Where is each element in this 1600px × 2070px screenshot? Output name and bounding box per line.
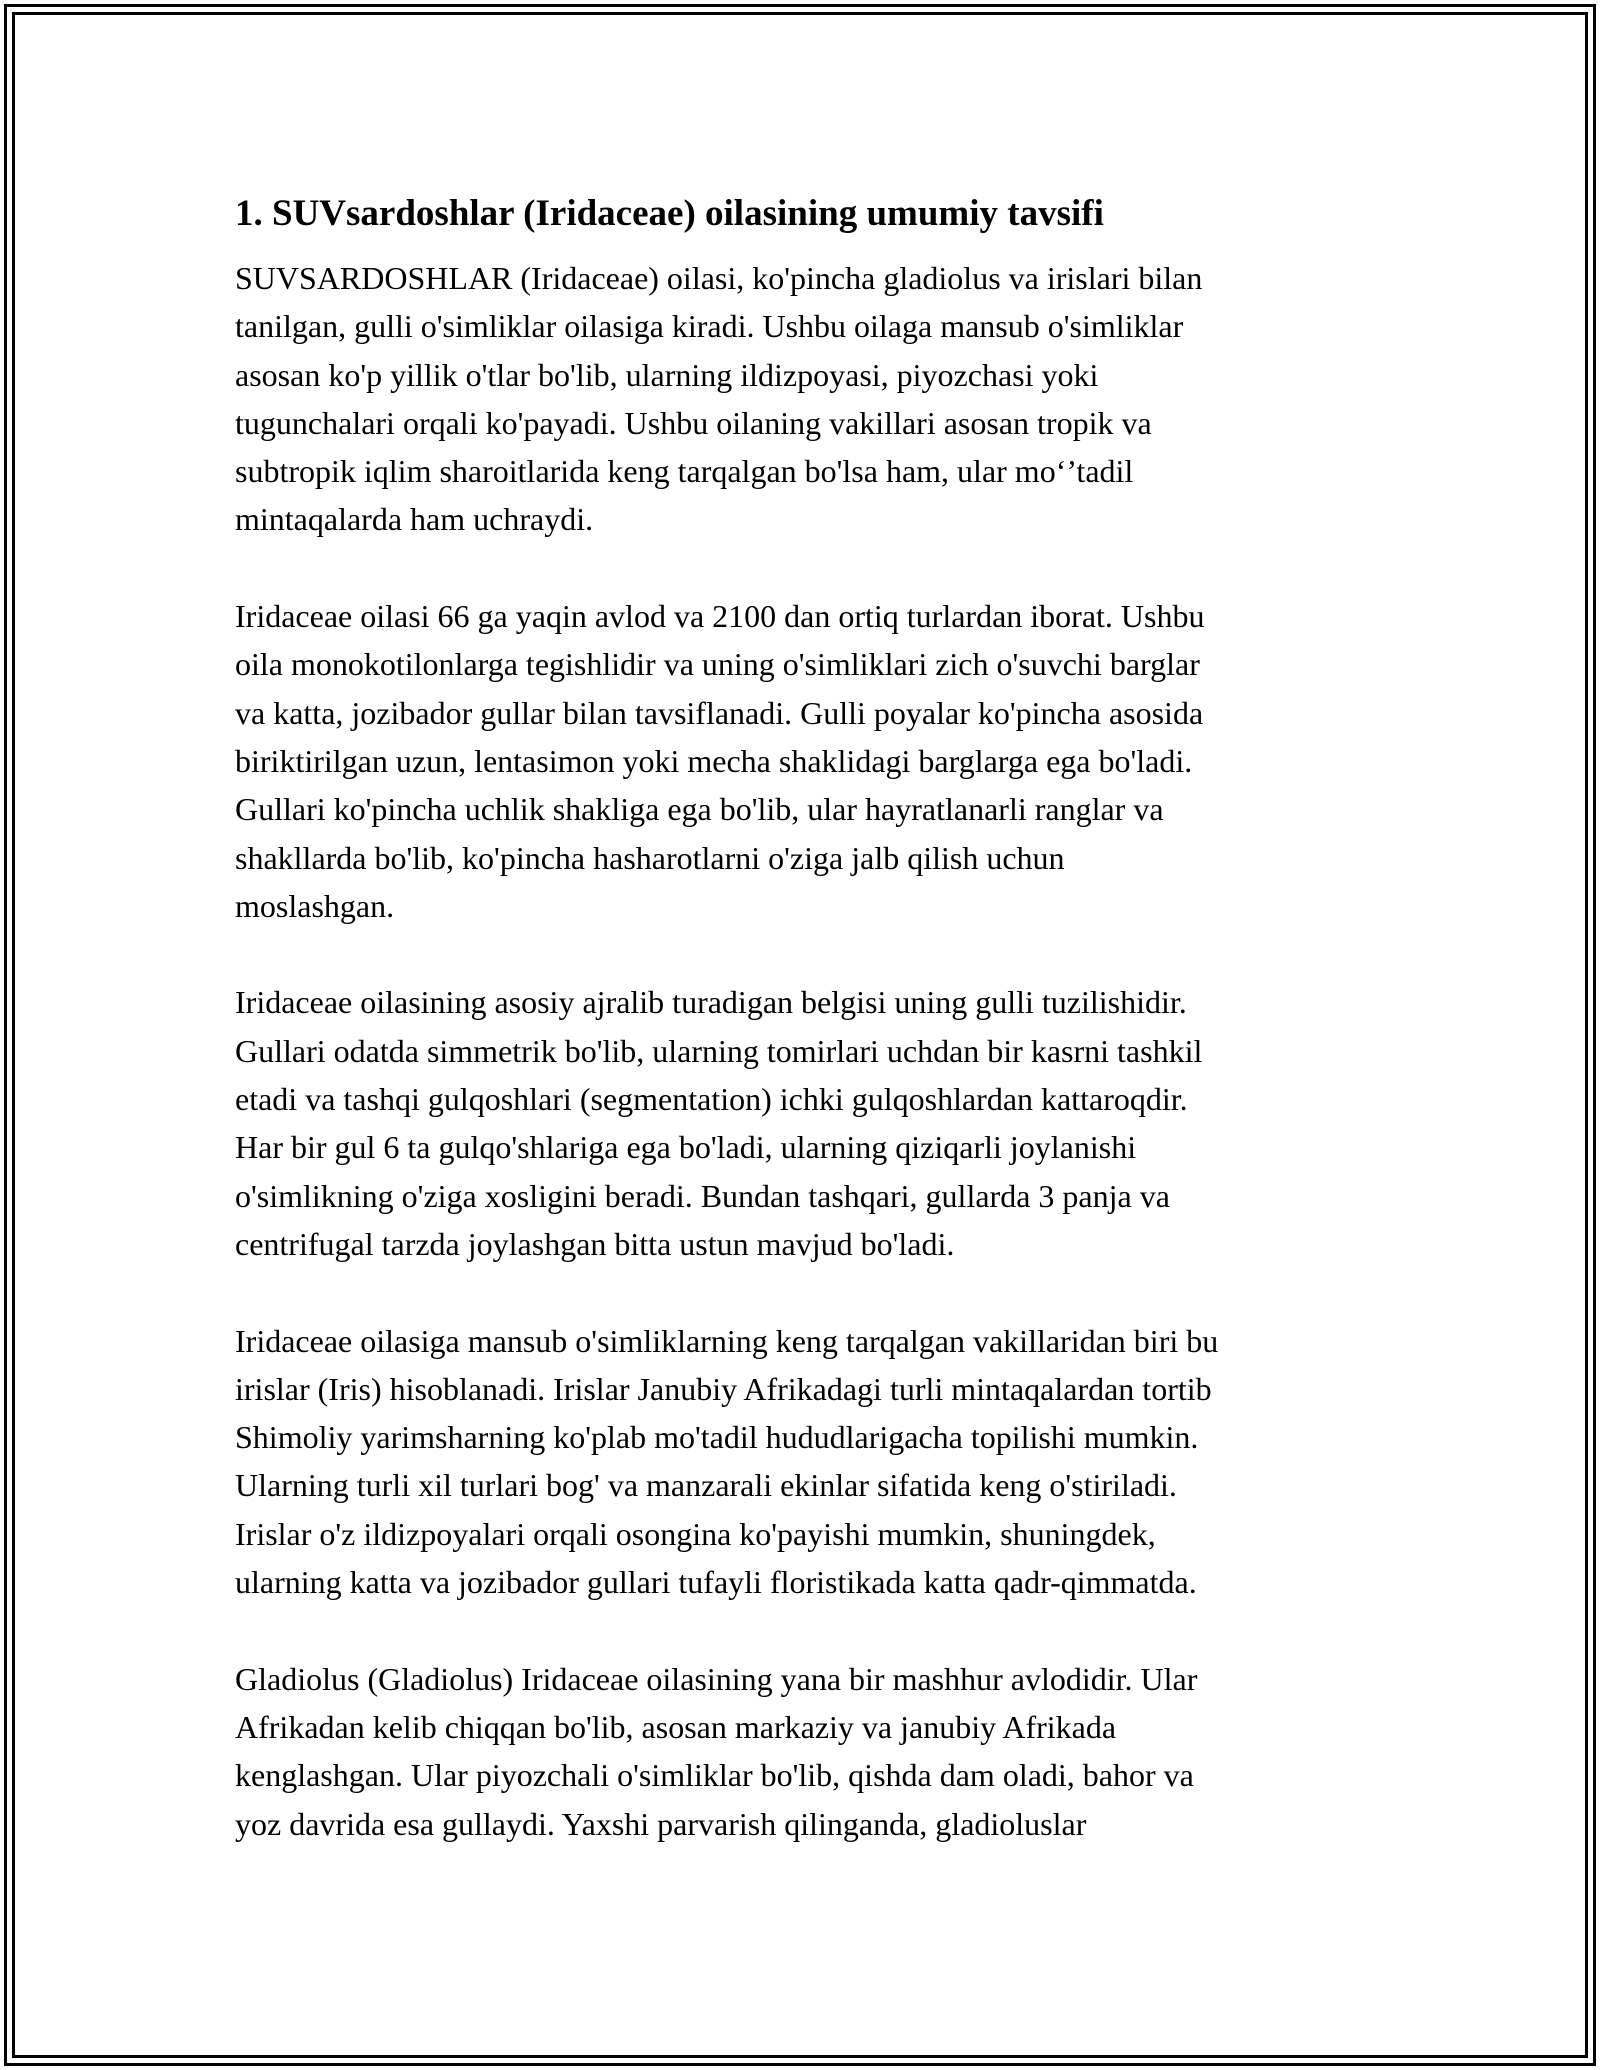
text-line: oila monokotilonlarga tegishlidir va uning o'simliklari zich o'suvchi barglar [235,646,1200,683]
text-line: SUVSARDOSHLAR (Iridaceae) oilasi, ko'pincha gladiolus va irislari bilan [235,260,1203,296]
paragraph-3 [235,978,1375,1268]
text-line: asosan ko'p yillik o'tlar bo'lib, ularning ildizpoyasi, piyozchasi yoki [235,356,1099,393]
text-line: centrifugal tarzda joylashgan bitta ustun mavjud bo'ladi. [235,1225,955,1262]
text-line: Afrikadan kelib chiqqan bo'lib, asosan markaziy va janubiy Afrikada [235,1708,1117,1745]
paragraph-5 [235,1655,1375,1848]
paragraph-4 [235,1317,1375,1607]
text-line: Shimoliy yarimsharning ko'plab mo'tadil hududlarigacha topilishi mumkin. [235,1419,1199,1456]
text-line: yoz davrida esa gullaydi. Yaxshi parvarish qilinganda, gladioluslar [235,1805,1087,1842]
text-line: biriktirilgan uzun, lentasimon yoki mecha shaklidagi barglarga ega bo'ladi. [235,742,1193,779]
text-line: Ularning turli xil turlari bog' va manzarali ekinlar sifatida keng o'stiriladi. [235,1467,1177,1504]
text-line: moslashgan. [235,887,395,924]
text-line: Iridaceae oilasi 66 ga yaqin avlod va 2100 dan ortiq turlardan iborat. Ushbu [235,598,1205,635]
text-line: kenglashgan. Ular piyozchali o'simliklar bo'lib, qishda dam oladi, bahor va [235,1757,1194,1794]
text-line: mintaqalarda ham uchraydi. [235,501,594,538]
text-line: Gladiolus (Gladiolus) Iridaceae oilasining yana bir mashhur avlodidir. Ular [235,1660,1198,1697]
text-line: Iridaceae oilasiga mansub o'simliklarning keng tarqalgan vakillaridan biri bu [235,1322,1219,1359]
text-line: Gullari ko'pincha uchlik shakliga ega bo'lib, ular hayratlanarli ranglar va [235,791,1164,828]
text-line: Har bir gul 6 ta gulqo'shlariga ega bo'ladi, ularning qiziqarli joylanishi [235,1129,1137,1166]
text-line: o'simlikning o'ziga xosligini beradi. Bundan tashqari, gullarda 3 panja va [235,1177,1170,1214]
text-line: tanilgan, gulli o'simliklar oilasiga kiradi. Ushbu oilaga mansub o'simliklar [235,308,1184,345]
text-line: Iridaceae oilasining asosiy ajralib turadigan belgisi uning gulli tuzilishidir. [235,984,1187,1021]
text-line: va katta, jozibador gullar bilan tavsiflanadi. Gulli poyalar ko'pincha asosida [235,694,1204,731]
text-line: etadi va tashqi gulqoshlari (segmentation) ichki gulqoshlardan kattaroqdir. [235,1081,1188,1118]
paragraph-list [235,254,1375,1848]
paragraph-2 [235,592,1375,930]
text-line: irislar (Iris) hisoblanadi. Irislar Janubiy Afrikadagi turli mintaqalardan tortib [235,1370,1212,1407]
text-line: subtropik iqlim sharoitlarida keng tarqalgan bo'lsa ham, ular mo‘’tadil [235,453,1134,490]
section-heading: 1. SUVsardoshlar (Iridaceae) oilasining umumiy tavsifi [235,193,1104,234]
text-line: shakllarda bo'lib, ko'pincha hasharotlarni o'ziga jalb qilish uchun [235,839,1065,876]
paragraph-1 [235,254,1375,544]
document-body [235,188,1375,1848]
text-line: tugunchalari orqali ko'payadi. Ushbu oilaning vakillari asosan tropik va [235,404,1152,441]
text-line: Gullari odatda simmetrik bo'lib, ularning tomirlari uchdan bir kasrni tashkil [235,1032,1203,1069]
text-line: ularning katta va jozibador gullari tufayli floristikada katta qadr-qimmatda. [235,1564,1197,1601]
text-line: Irislar o'z ildizpoyalari orqali osongina ko'payishi mumkin, shuningdek, [235,1515,1156,1552]
